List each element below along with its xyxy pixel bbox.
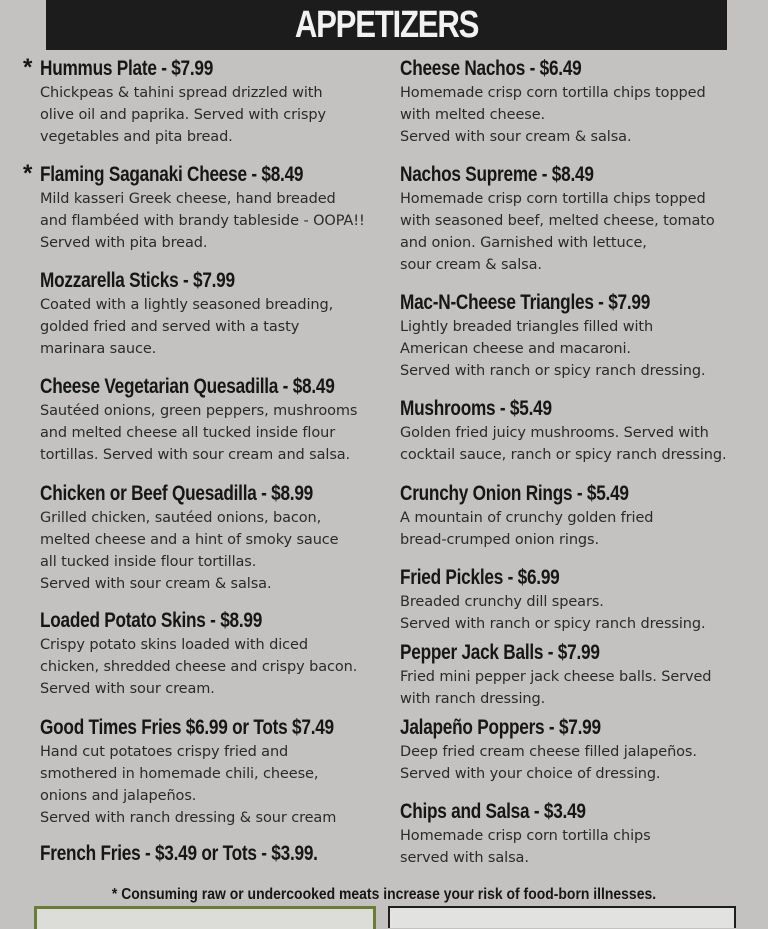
menu-item (23, 54, 385, 148)
item-title: Nachos Supreme - $8.49 (400, 163, 594, 186)
item-title: Flaming Saganaki Cheese - $8.49 (40, 163, 304, 186)
item-description: Deep fried cream cheese filled jalapeños. Served with your choice of dressing. (400, 744, 697, 782)
section-title: APPETIZERS (294, 4, 479, 46)
item-title: Cheese Vegetarian Quesadilla - $8.49 (40, 375, 335, 398)
menu-item (40, 374, 385, 466)
section-header (46, 0, 727, 50)
menu-item (40, 268, 385, 360)
bottom-right-panel (388, 906, 736, 928)
item-description: Fried mini pepper jack cheese balls. Served with ranch dressing. (400, 669, 712, 707)
item-description: Homemade crisp corn tortilla chips topped with seasoned beef, melted cheese, tomato and onion. Garnished with lettuce, sour cream & salsa. (400, 191, 715, 273)
item-title: Fried Pickles - $6.99 (400, 566, 560, 589)
menu-item (400, 640, 750, 710)
item-description: Chickpeas & tahini spread drizzled with olive oil and paprika. Served with crispy vegetables and pita bread. (40, 85, 326, 145)
item-title: Hummus Plate - $7.99 (40, 57, 214, 80)
item-title: French Fries - $3.49 or Tots - $3.99. (40, 842, 318, 865)
food-safety-footnote: * Consuming raw or undercooked meats increase your risk of food-born illnesses. (111, 886, 657, 903)
menu-item (400, 799, 750, 869)
menu-item (23, 160, 385, 254)
item-title: Loaded Potato Skins - $8.99 (40, 609, 263, 632)
menu-item (400, 396, 750, 466)
item-title: Mac-N-Cheese Triangles - $7.99 (400, 291, 651, 314)
item-description: Breaded crunchy dill spears. Served with ranch or spicy ranch dressing. (400, 594, 706, 632)
item-title: Mushrooms - $5.49 (400, 397, 552, 420)
item-title: Mozzarella Sticks - $7.99 (40, 269, 235, 292)
raw-warning-asterisk: * (23, 160, 33, 187)
item-description: Golden fried juicy mushrooms. Served with cocktail sauce, ranch or spicy ranch dressing. (400, 425, 727, 463)
item-title: Pepper Jack Balls - $7.99 (400, 641, 600, 664)
item-title: Good Times Fries $6.99 or Tots $7.49 (40, 716, 334, 739)
menu-item (400, 162, 750, 276)
item-description: Homemade crisp corn tortilla chips topped with melted cheese. Served with sour cream & salsa. (400, 85, 706, 145)
menu-item (40, 608, 385, 700)
raw-warning-asterisk: * (23, 54, 33, 81)
item-description: Crispy potato skins loaded with diced chicken, shredded cheese and crispy bacon. Served with sour cream. (40, 637, 358, 697)
menu-item (400, 715, 750, 785)
item-description: Sautéed onions, green peppers, mushrooms and melted cheese all tucked inside flour tortillas. Served with sour cream and salsa. (40, 403, 358, 463)
item-title: Chips and Salsa - $3.49 (400, 800, 586, 823)
item-description: Mild kasseri Greek cheese, hand breaded and flambéed with brandy tableside - OOPA!! Served with pita bread. (40, 191, 365, 251)
item-description: Grilled chicken, sautéed onions, bacon, melted cheese and a hint of smoky sauce all tucked inside flour tortillas. Served with sour cream & salsa. (40, 510, 339, 592)
menu-item (40, 841, 385, 867)
item-description: Lightly breaded triangles filled with American cheese and macaroni. Served with ranch or spicy ranch dressing. (400, 319, 706, 379)
menu-item (40, 715, 385, 829)
item-title: Crunchy Onion Rings - $5.49 (400, 482, 629, 505)
menu-item (400, 481, 750, 551)
item-title: Cheese Nachos - $6.49 (400, 57, 582, 80)
bottom-left-panel (34, 906, 376, 929)
item-description: Coated with a lightly seasoned breading, golded fried and served with a tasty marinara sauce. (40, 297, 334, 357)
item-title: Chicken or Beef Quesadilla - $8.99 (40, 482, 314, 505)
menu-item (40, 481, 385, 595)
item-description: A mountain of crunchy golden fried bread-crumped onion rings. (400, 510, 654, 548)
item-description: Homemade crisp corn tortilla chips served with salsa. (400, 828, 651, 866)
menu-item (400, 565, 750, 635)
item-description: Hand cut potatoes crispy fried and smothered in homemade chili, cheese, onions and jalapeños. Served with ranch dressing & sour cream (40, 744, 337, 826)
menu-item (400, 290, 750, 382)
item-title: Jalapeño Poppers - $7.99 (400, 716, 601, 739)
menu-item (400, 56, 750, 148)
